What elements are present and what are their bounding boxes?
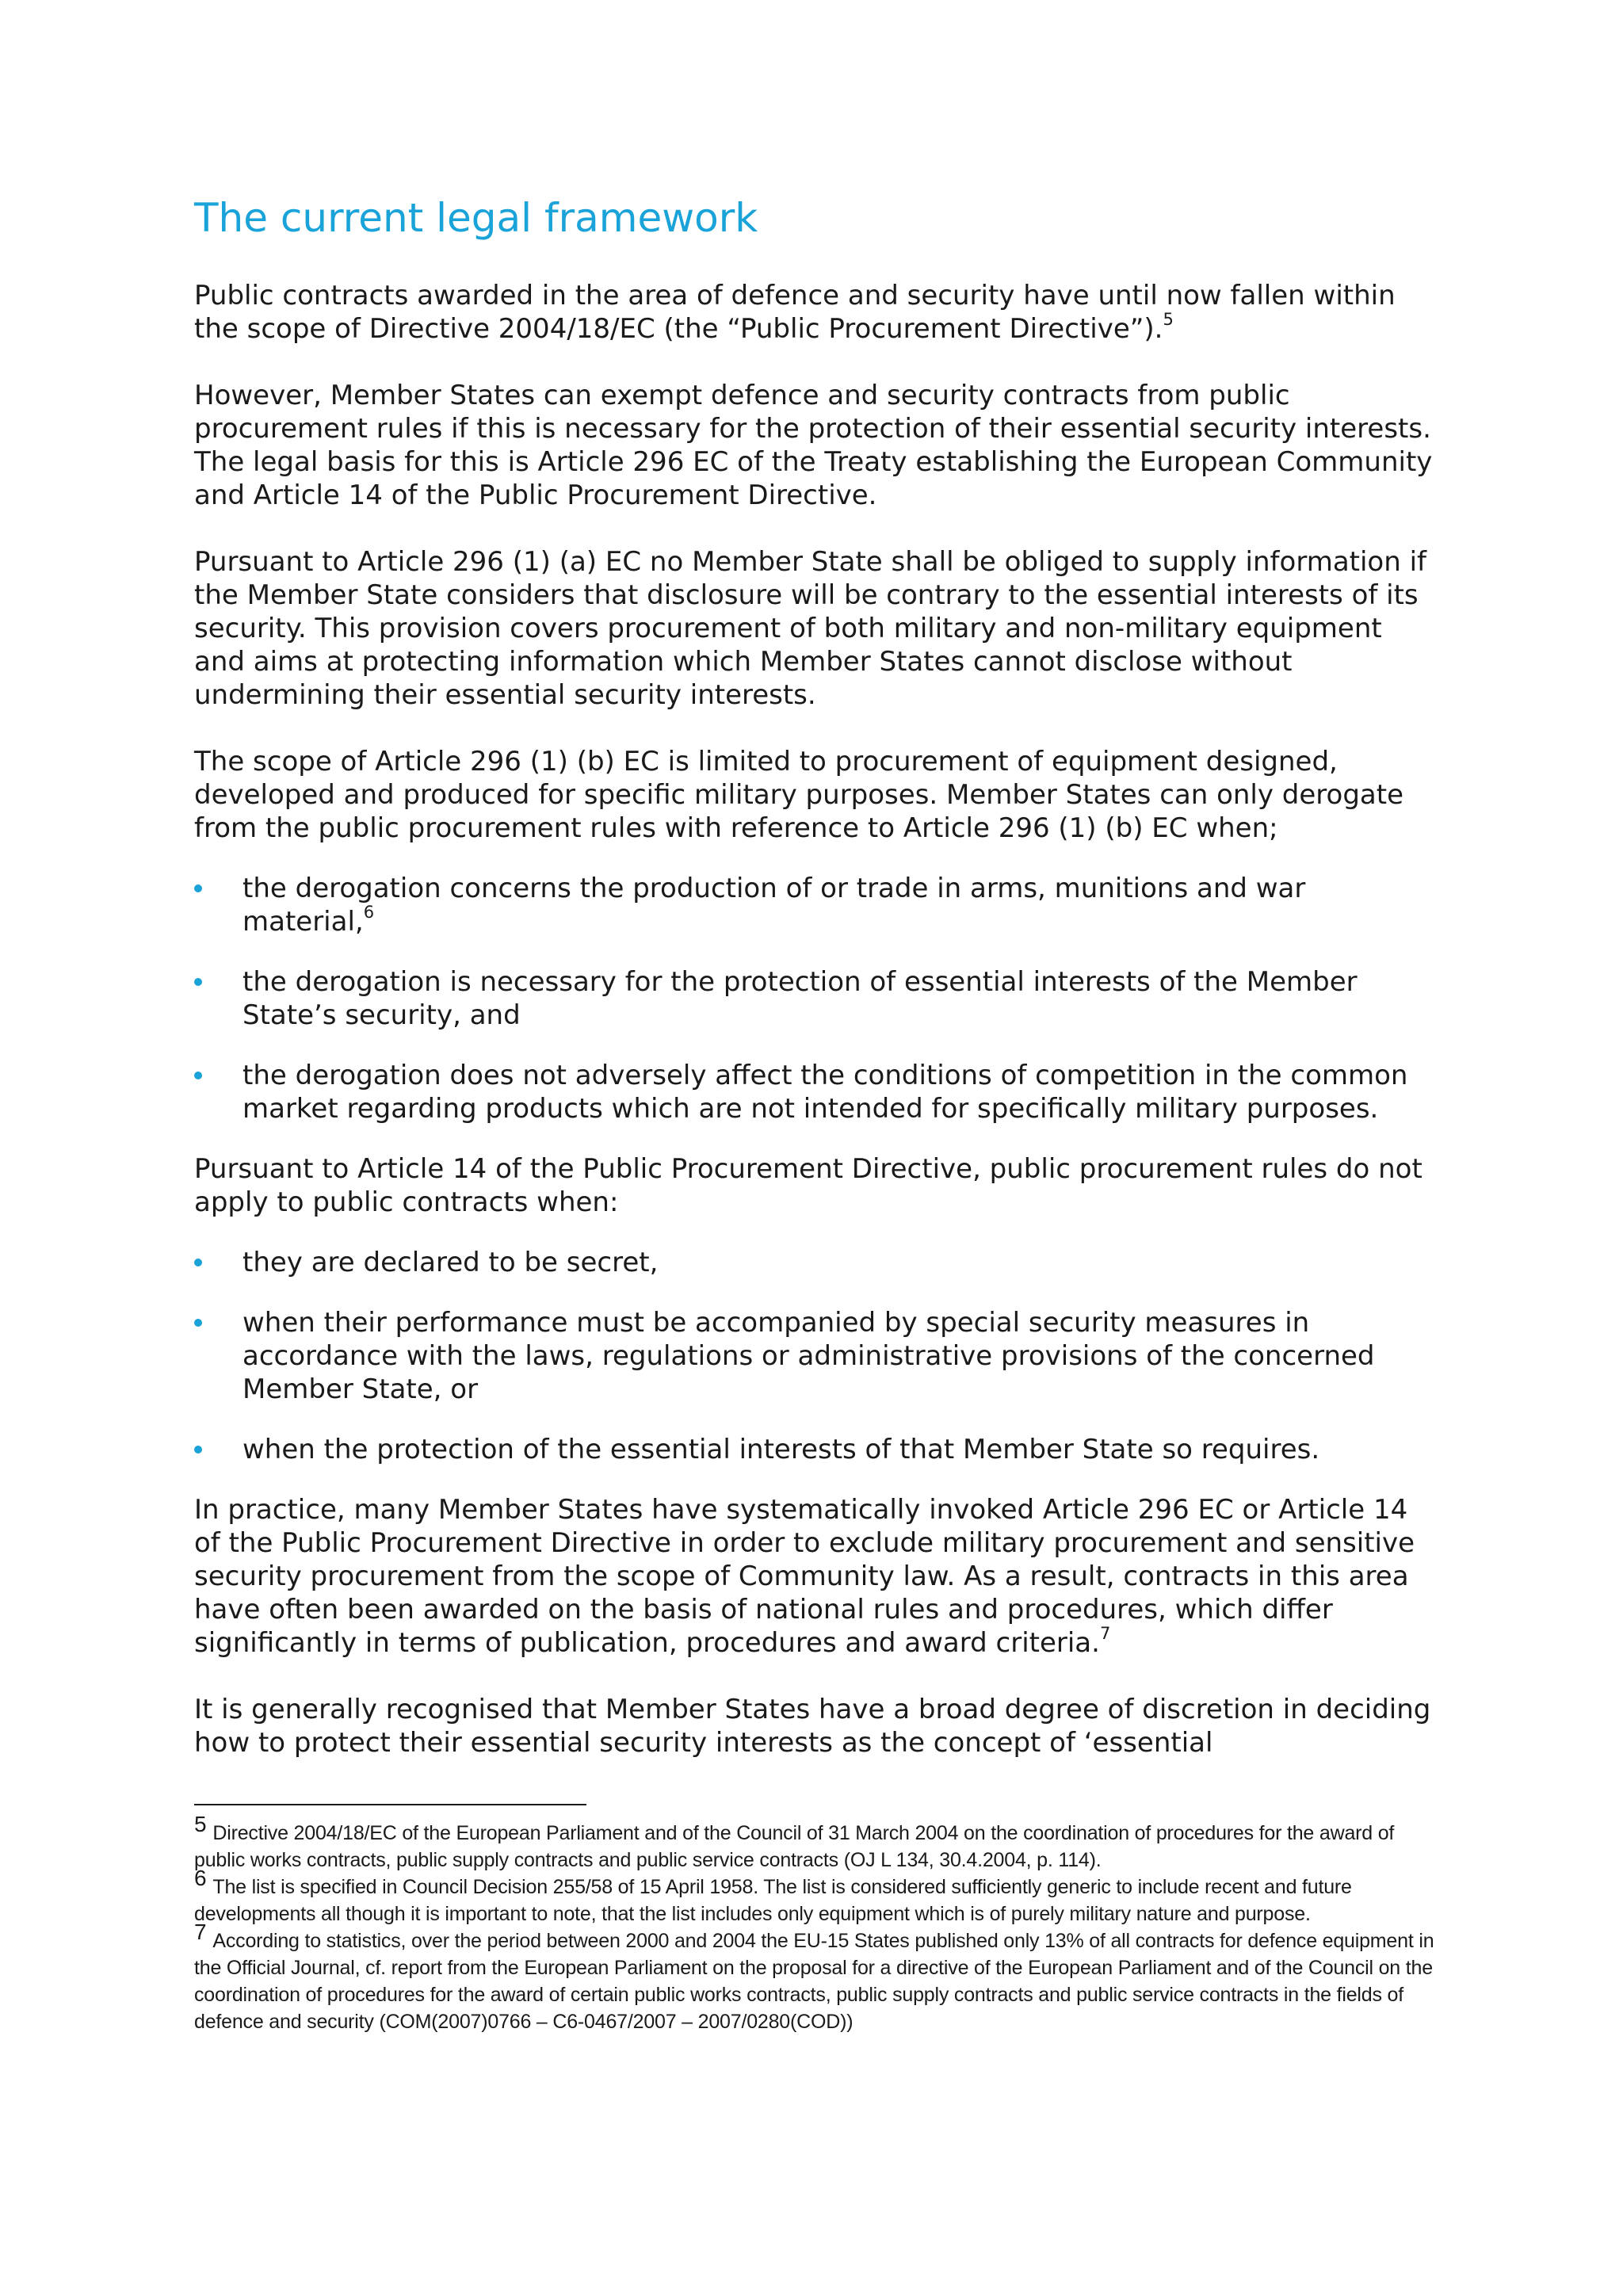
footnote-ref-5[interactable]: 5: [1163, 310, 1174, 329]
list-item: when their performance must be accompanied by special security measures in accordance with the laws, regulations or administrative provisions of the concerned Member State, or: [194, 1306, 1434, 1406]
paragraph-3: Pursuant to Article 296 (1) (a) EC no Member State shall be obliged to supply information if the Member State considers that disclosure will be contrary to the essential interests of its security. This provision covers procurement of both military and non-military equipment and aims at protecting information which Member States cannot disclose without undermining their essential security interests.: [194, 546, 1427, 711]
paragraph-4: The scope of Article 296 (1) (b) EC is limited to procurement of equipment designed, developed and produced for specific military purposes. Member States can only derogate from the public procurement rules with reference to Article 296 (1) (b) EC when;: [194, 746, 1403, 844]
footnote-6: 6 The list is specified in Council Decision 255/58 of 15 April 1958. The list is considered sufficiently generic to include recent and future developments all though it is important to note, that the list includes only equipment which is of purely military nature and purpose.: [194, 1866, 1352, 1925]
list-item: the derogation concerns the production of or trade in arms, munitions and war material,$^6$: [194, 872, 1434, 938]
paragraph-6: In practice, many Member States have systematically invoked Article 296 EC or Article 14 of the Public Procurement Directive in order to exclude military procurement and sensitive security procurement from the scope of Community law. As a result, contracts in this area have often been awarded on the basis of national rules and procedures, which differ significantly in terms of publication, procedures and award criteria.$^7$: [194, 1494, 1415, 1659]
footnote-ref-7[interactable]: 7: [1099, 1624, 1111, 1643]
list-item: the derogation does not adversely affect the conditions of competition in the common market regarding products which are not intended for specifically military purposes.: [194, 1059, 1434, 1125]
page-title: The current legal framework: [194, 195, 758, 241]
footnote-ref-6[interactable]: 6: [363, 903, 375, 922]
paragraph-7: It is generally recognised that Member States have a broad degree of discretion in deciding how to protect their essential security interests as the concept of ‘essential: [194, 1694, 1431, 1759]
footnote-number: 6: [194, 1866, 207, 1890]
footnote-7: 7 According to statistics, over the period between 2000 and 2004 the EU-15 States published only 13% of all contracts for defence equipment in the Official Journal, cf. report from the European Parliament on the proposal for a directive of the European Parliament and of the Council on the coordination of procedures for the award of certain public works contracts, public supply contracts and public service contracts in the fields of defence and security (COM(2007)0766 – C6-0467/2007 – 2007/0280(COD)): [194, 1920, 1434, 2033]
list-item: when the protection of the essential interests of that Member State so requires.: [194, 1433, 1434, 1466]
list-item: they are declared to be secret,: [194, 1246, 1434, 1279]
footnote-5: 5 Directive 2004/18/EC of the European Parliament and of the Council of 31 March 2004 on the coordination of procedures for the award of public works contracts, public supply contracts and public service contracts (OJ L 134, 30.4.2004, p. 114).: [194, 1812, 1395, 1871]
footnote-number: 5: [194, 1812, 207, 1836]
derogation-conditions-list: [194, 872, 1434, 1125]
paragraph-5: Pursuant to Article 14 of the Public Procurement Directive, public procurement rules do not apply to public contracts when:: [194, 1153, 1423, 1218]
footnote-number: 7: [194, 1920, 207, 1944]
body-text: [194, 279, 1434, 1793]
footnotes: [194, 1812, 1434, 2035]
paragraph-2: However, Member States can exempt defence and security contracts from public procurement rules if this is necessary for the protection of their essential security interests. The legal basis for this is Article 296 EC of the Treaty establishing the European Community and Article 14 of the Public Procurement Directive.: [194, 380, 1433, 511]
paragraph-1: Public contracts awarded in the area of defence and security have until now fallen within the scope of Directive 2004/18/EC (the “Public Procurement Directive”).$^5$: [194, 280, 1396, 345]
article-14-conditions-list: [194, 1246, 1434, 1466]
footnote-divider: [194, 1804, 586, 1805]
list-item: the derogation is necessary for the protection of essential interests of the Member State’s security, and: [194, 965, 1434, 1032]
